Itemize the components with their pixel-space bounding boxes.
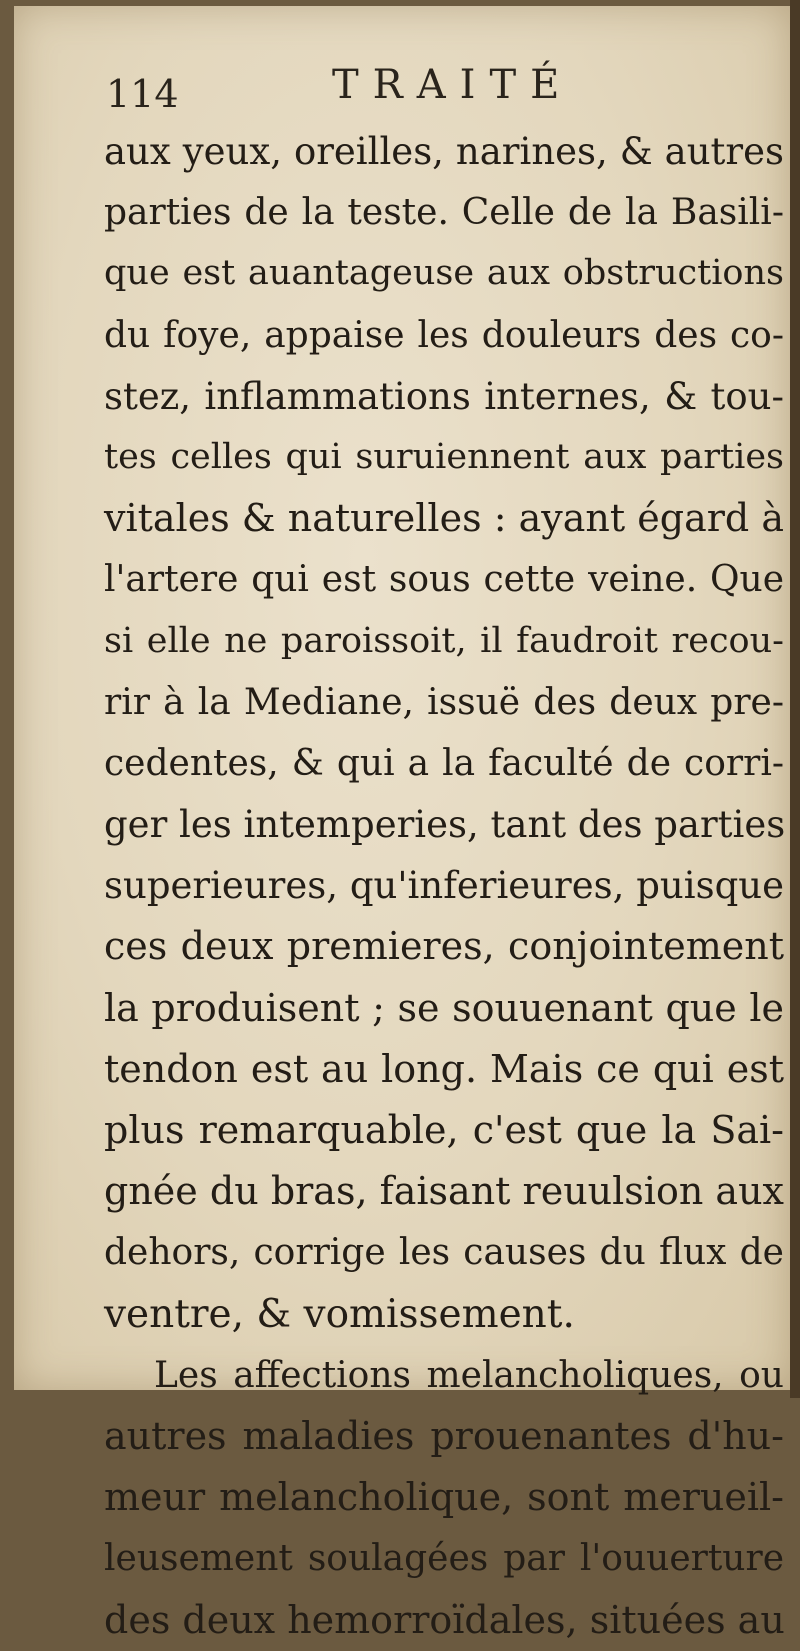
text-line: l'artere qui est sous cette veine. Que [104, 559, 784, 601]
page-edge [790, 0, 800, 1398]
text-line: plus remarquable, c'est que la Sai- [104, 1108, 784, 1152]
text-line: si elle ne paroissoit, il faudroit recou- [104, 620, 784, 661]
text-line: aux yeux, oreilles, narines, & autres [104, 130, 784, 173]
text-line: meur melancholique, sont merueil- [104, 1475, 784, 1520]
text-line: du foye, appaise les douleurs des co- [104, 314, 784, 356]
running-head [14, 56, 790, 126]
text-line: tes celles qui suruiennent aux parties [104, 436, 784, 477]
paragraph-start-line: Les affections melancholiques, ou [154, 1354, 784, 1396]
text-line: vitales & naturelles : ayant égard à [104, 496, 784, 541]
text-line: parties de la teste. Celle de la Basili- [104, 192, 784, 234]
text-line: superieures, qu'inferieures, puisque [104, 864, 784, 908]
page-number: 114 [106, 72, 179, 116]
text-line: tendon est au long. Mais ce qui est [104, 1046, 784, 1091]
running-title: TRAITÉ [332, 62, 574, 108]
text-line: leusement soulagées par l'ouuerture [104, 1538, 784, 1580]
text-line: cedentes, & qui a la faculté de corri- [104, 742, 784, 784]
text-line: stez, inflammations internes, & tou- [104, 374, 784, 418]
text-line: rir à la Mediane, issuë des deux pre- [104, 681, 784, 723]
text-line: ger les intemperies, tant des parties [104, 803, 786, 847]
body-text [104, 121, 784, 1651]
paragraph-end-line: ventre, & vomissement. [104, 1291, 575, 1337]
text-line: des deux hemorroïdales, situées au [104, 1597, 785, 1642]
text-line: que est auantageuse aux obstructions [104, 253, 784, 294]
text-line: autres maladies prouenantes d'hu- [104, 1413, 784, 1458]
book-page [14, 6, 790, 1642]
text-line: gnée du bras, faisant reuulsion aux [104, 1169, 784, 1214]
text-line: ces deux premieres, conjointement [104, 924, 784, 969]
text-line: dehors, corrige les causes du flux de [104, 1232, 784, 1274]
text-line: la produisent ; se souuenant que le [104, 985, 784, 1030]
